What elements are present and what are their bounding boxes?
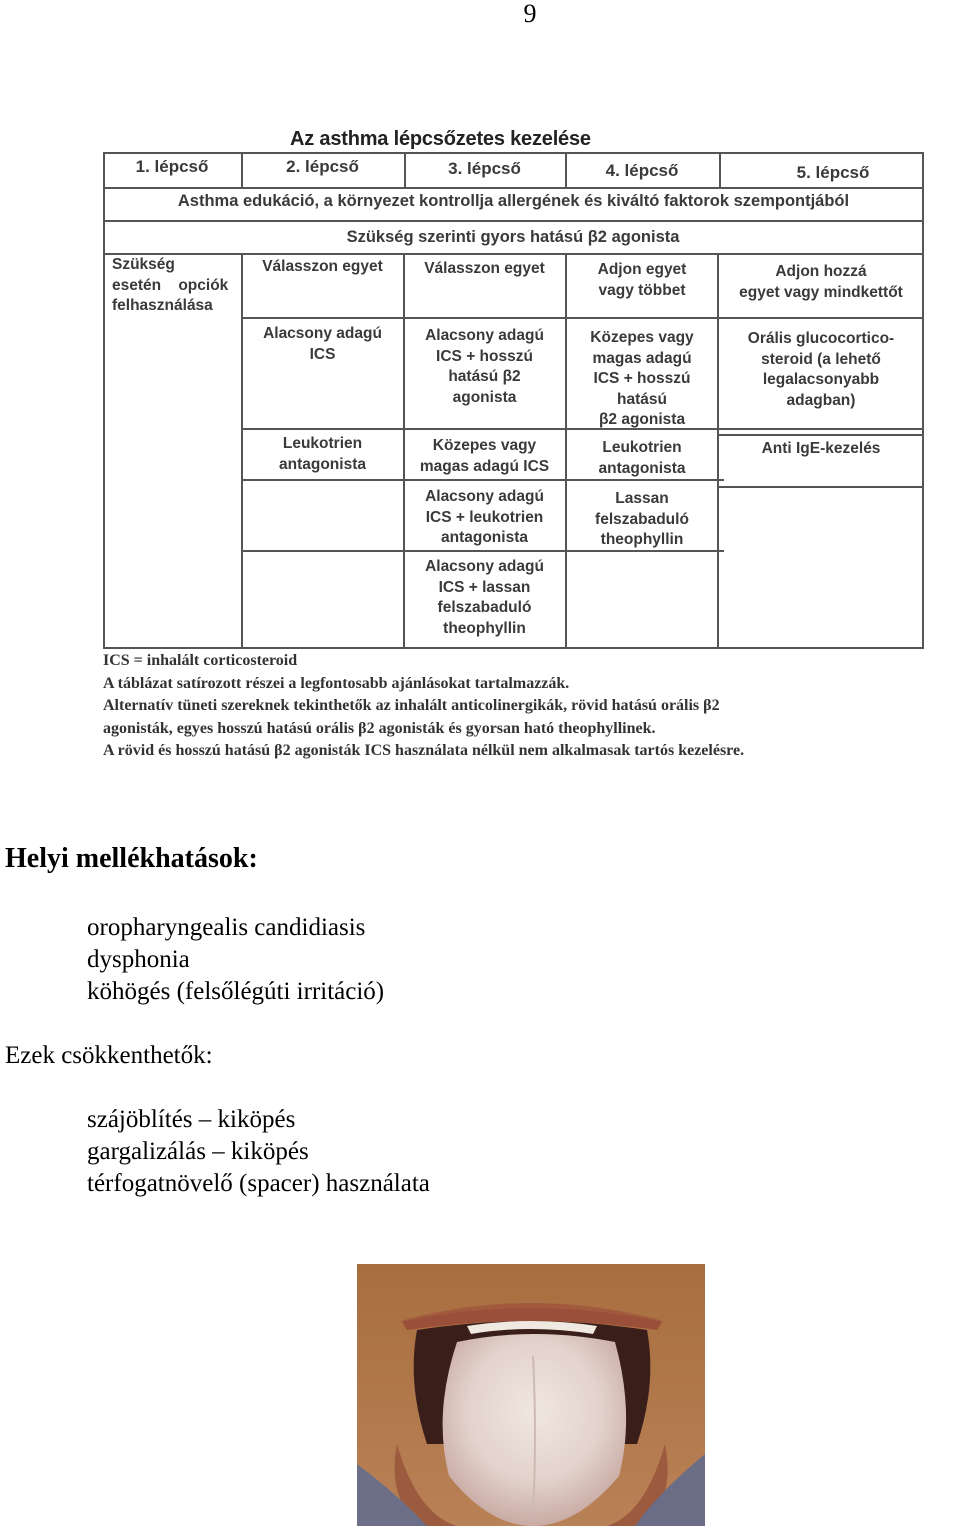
note-line: ICS = inhalált corticosteroid bbox=[103, 652, 298, 669]
note-line: Alternatív tüneti szereknek tekinthetők az inhalált anticolinergikák, rövid hatású orális β2 bbox=[103, 697, 720, 714]
step-1-header: 1. lépcső bbox=[135, 157, 209, 176]
table-notes bbox=[103, 650, 883, 763]
step-2-choose: Válasszon egyet bbox=[262, 258, 383, 275]
step-2-option-2: Leukotrien antagonista bbox=[279, 435, 366, 473]
step-3-option-2: Közepes vagy magas adagú ICS bbox=[419, 437, 550, 475]
table-title: Az asthma lépcsőzetes kezelése bbox=[290, 128, 591, 150]
step-5-header: 5. lépcső bbox=[796, 163, 870, 182]
list-item: köhögés (felsőlégúti irritáció) bbox=[87, 978, 385, 1005]
step-2-header: 2. lépcső bbox=[286, 157, 359, 176]
side-effects-list bbox=[87, 912, 384, 1008]
mitigation-list bbox=[87, 1104, 430, 1200]
step-5-option-1: Orális glucocortico- steroid (a lehető legalacsonyabb adagban) bbox=[747, 330, 895, 409]
step-4-choose: Adjon egyet vagy többet bbox=[597, 261, 687, 299]
education-row: Asthma edukáció, a környezet kontrollja allergének és kiváltó faktorok szempontjából bbox=[177, 192, 850, 210]
rescue-row: Szükség szerinti gyors hatású β2 agonista bbox=[346, 228, 680, 246]
mitigation-heading: Ezek csökkenthetők: bbox=[5, 1042, 213, 1069]
note-line: A táblázat satírozott részei a legfontosabb ajánlásokat tartalmazzák. bbox=[103, 674, 570, 692]
options-label: Szükség esetén opciók felhasználása bbox=[112, 256, 229, 314]
step-3-choose: Válasszon egyet bbox=[424, 260, 545, 277]
step-4-header: 4. lépcső bbox=[605, 161, 679, 180]
list-item: oropharyngealis candidiasis bbox=[87, 914, 366, 941]
step-4-option-3: Lassan felszabaduló theophyllin bbox=[595, 490, 689, 548]
note-line: A rövid és hosszú hatású β2 agonisták ICS használata nélkül nem alkalmasak tartós kezelésre. bbox=[103, 742, 745, 759]
step-3-option-3: Alacsony adagú ICS + leukotrien antagonista bbox=[425, 488, 544, 546]
step-2-option-1: Alacsony adagú ICS bbox=[263, 325, 382, 363]
step-4-option-1: Közepes vagy magas adagú ICS + hosszú hatású β2 agonista bbox=[590, 329, 694, 428]
step-3-option-4: Alacsony adagú ICS + lassan felszabaduló theophyllin bbox=[425, 558, 544, 637]
list-item: gargalizálás – kiköpés bbox=[87, 1138, 309, 1165]
list-item: szájöblítés – kiköpés bbox=[87, 1106, 296, 1133]
side-effects-heading: Helyi mellékhatások: bbox=[5, 843, 258, 874]
step-5-option-2: Anti IgE-kezelés bbox=[761, 440, 881, 457]
step-4-option-2: Leukotrien antagonista bbox=[598, 439, 686, 477]
page-number: 9 bbox=[523, 0, 537, 28]
tongue-candidiasis-photo bbox=[357, 1264, 705, 1526]
list-item: dysphonia bbox=[87, 946, 190, 973]
step-3-header: 3. lépcső bbox=[448, 159, 521, 178]
step-3-option-1: Alacsony adagú ICS + hosszú hatású β2 agonista bbox=[425, 327, 544, 406]
step-5-choose: Adjon hozzá egyet vagy mindkettőt bbox=[739, 263, 903, 301]
asthma-step-table bbox=[103, 152, 924, 649]
list-item: térfogatnövelő (spacer) használata bbox=[87, 1170, 430, 1197]
note-line: agonisták, egyes hosszú hatású orális β2 agonisták és gyorsan ható theophyllinek. bbox=[103, 719, 656, 737]
